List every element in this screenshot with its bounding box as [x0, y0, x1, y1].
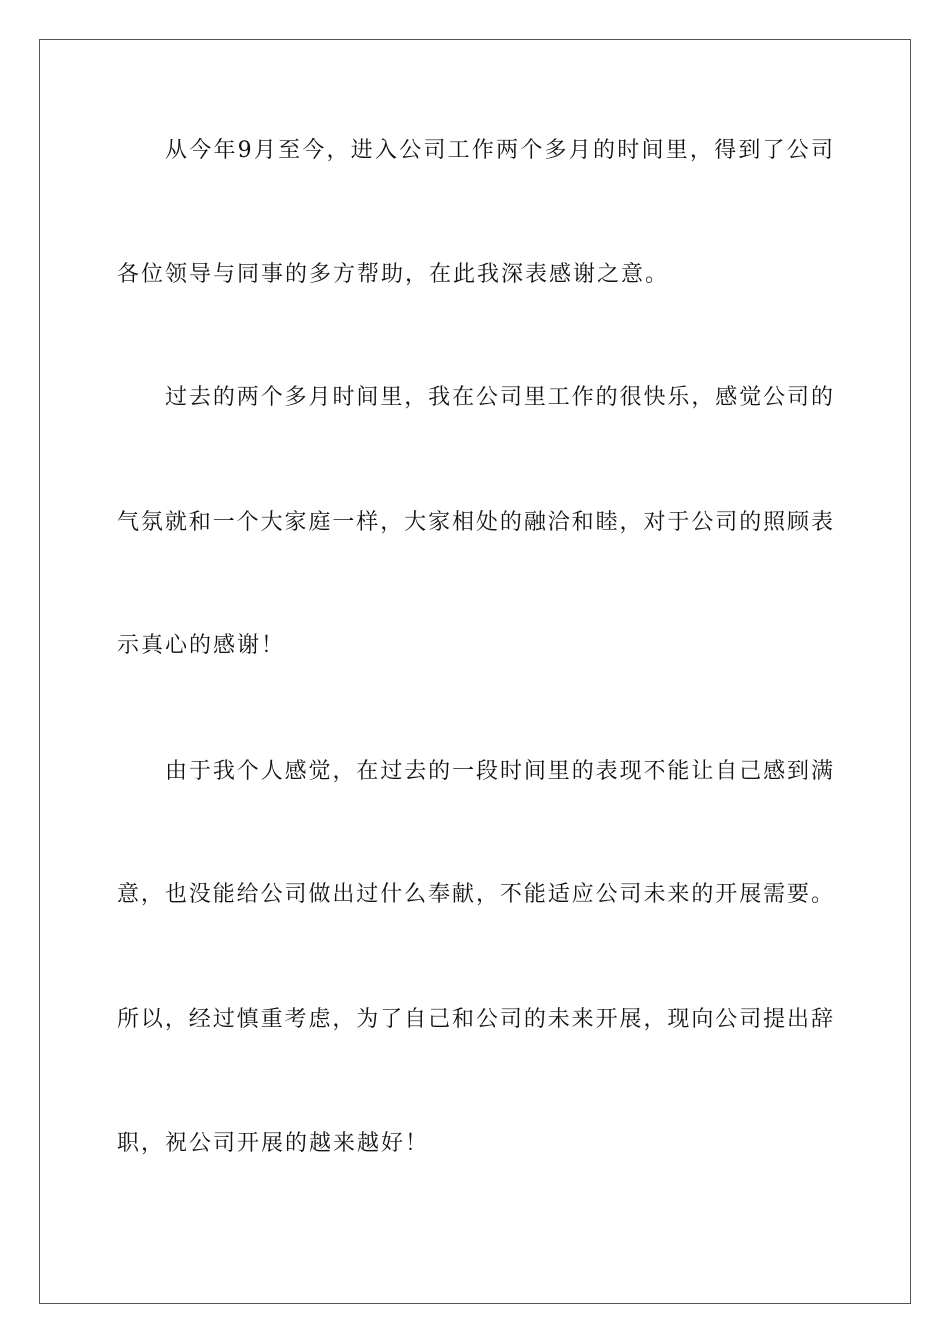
paragraph-2-line-2: 气氛就和一个大家庭一样，大家相处的融洽和睦，对于公司的照顾表 — [117, 510, 833, 535]
page-border — [39, 39, 911, 1304]
paragraph-3-line-2: 意，也没能给公司做出过什么奉献，不能适应公司未来的开展需要。 — [117, 882, 833, 907]
paragraph-1-line-1: 从今年9月至今，进入公司工作两个多月的时间里，得到了公司 — [165, 138, 833, 163]
paragraph-3-line-4: 职，祝公司开展的越来越好！ — [117, 1131, 430, 1156]
paragraph-3-line-1: 由于我个人感觉，在过去的一段时间里的表现不能让自己感到满 — [165, 759, 833, 784]
paragraph-2-line-3: 示真心的感谢！ — [117, 633, 286, 658]
paragraph-1-line-2: 各位领导与同事的多方帮助，在此我深表感谢之意。 — [117, 262, 670, 287]
paragraph-3-line-3: 所以，经过慎重考虑，为了自己和公司的未来开展，现向公司提出辞 — [117, 1007, 833, 1032]
paragraph-2-line-1: 过去的两个多月时间里，我在公司里工作的很快乐，感觉公司的 — [165, 385, 833, 410]
